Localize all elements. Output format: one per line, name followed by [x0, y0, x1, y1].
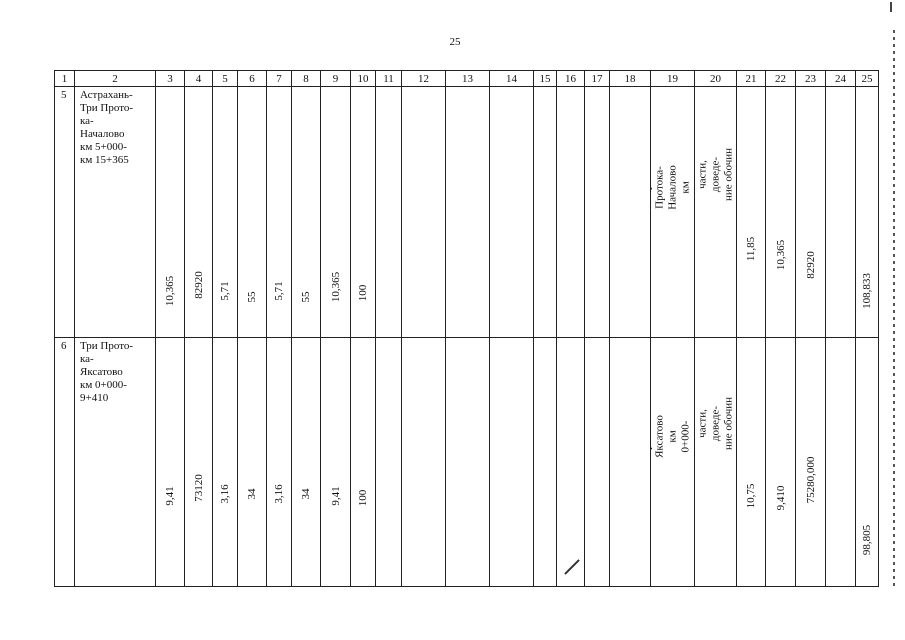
value: 5,71 — [219, 281, 231, 301]
value: 34 — [246, 488, 258, 500]
road-name: Три Прото- ка- Яксатово км 0+000- 9+410 — [75, 338, 156, 587]
cell — [737, 87, 766, 338]
empty-cell — [402, 87, 446, 338]
cell — [651, 87, 695, 338]
empty-cell — [826, 338, 856, 587]
header-cell: 11 — [376, 71, 402, 87]
empty-cell — [376, 338, 402, 587]
cell — [213, 338, 238, 587]
empty-cell — [557, 87, 585, 338]
header-cell: 8 — [292, 71, 321, 87]
cell — [292, 87, 321, 338]
empty-cell — [534, 87, 557, 338]
empty-cell — [557, 338, 585, 587]
header-cell: 19 — [651, 71, 695, 87]
value-area: 82920 — [192, 271, 205, 299]
header-cell: 14 — [490, 71, 534, 87]
value: 5,71 — [273, 281, 285, 301]
value-total: 98,805 — [861, 524, 873, 556]
cell — [856, 87, 879, 338]
value: 3,16 — [219, 484, 231, 504]
value-percent: 100 — [357, 489, 369, 507]
header-cell: 3 — [156, 71, 185, 87]
cell — [695, 338, 737, 587]
header-cell: 1 — [55, 71, 75, 87]
cell — [651, 338, 695, 587]
cell — [185, 87, 213, 338]
value: 55 — [300, 291, 312, 303]
cell — [238, 338, 267, 587]
work-type: части, доведе- ние обочин — [696, 147, 734, 202]
header-cell: 20 — [695, 71, 737, 87]
table-row — [55, 87, 879, 338]
page-number: 25 — [449, 36, 461, 48]
cell — [267, 87, 292, 338]
value: 10,365 — [774, 239, 787, 271]
empty-cell — [585, 87, 610, 338]
empty-cell — [446, 338, 490, 587]
cell — [292, 338, 321, 587]
cell — [267, 338, 292, 587]
cell — [766, 338, 796, 587]
cell — [321, 338, 351, 587]
header-cell: 25 — [856, 71, 879, 87]
header-cell: 16 — [557, 71, 585, 87]
value: 10,75 — [745, 483, 757, 509]
value-length: 10,365 — [164, 275, 176, 307]
cell — [156, 338, 185, 587]
cell — [737, 338, 766, 587]
object-description: Протока-Началово км 5+000-км — [653, 165, 695, 210]
header-cell: 9 — [321, 71, 351, 87]
header-cell: 13 — [446, 71, 490, 87]
value: 3,16 — [273, 484, 285, 504]
value-percent: 100 — [357, 284, 369, 302]
cell — [185, 338, 213, 587]
value: 9,410 — [774, 485, 787, 511]
empty-cell — [376, 87, 402, 338]
value: 55 — [246, 291, 258, 303]
empty-cell — [490, 87, 534, 338]
empty-cell — [402, 338, 446, 587]
row-number: 6 — [55, 338, 75, 587]
header-cell: 21 — [737, 71, 766, 87]
header-cell: 12 — [402, 71, 446, 87]
cell — [351, 87, 376, 338]
cell — [351, 338, 376, 587]
empty-cell — [446, 87, 490, 338]
object-description: Яксатово км 0+000- — [653, 415, 691, 458]
value-area: 73120 — [192, 474, 205, 502]
header-cell: 7 — [267, 71, 292, 87]
value: 75280,000 — [804, 456, 817, 504]
cell — [156, 87, 185, 338]
scan-edge-mark — [880, 2, 892, 12]
header-row — [55, 71, 879, 87]
cell — [321, 87, 351, 338]
header-cell: 22 — [766, 71, 796, 87]
row-number: 5 — [55, 87, 75, 338]
empty-cell — [534, 338, 557, 587]
cell — [695, 87, 737, 338]
header-cell: 4 — [185, 71, 213, 87]
empty-cell — [826, 87, 856, 338]
header-cell: 2 — [75, 71, 156, 87]
value: 82920 — [804, 251, 817, 279]
header-cell: 17 — [585, 71, 610, 87]
cell — [238, 87, 267, 338]
empty-cell — [490, 338, 534, 587]
header-cell: 5 — [213, 71, 238, 87]
header-cell: 6 — [238, 71, 267, 87]
value: 11,85 — [745, 236, 757, 262]
cell — [213, 87, 238, 338]
road-name: Астрахань- Три Прото- ка- Началово км 5+000- км 15+365 — [75, 87, 156, 338]
value-length: 9,41 — [164, 486, 176, 506]
cell — [796, 338, 826, 587]
cell — [796, 87, 826, 338]
cell — [766, 87, 796, 338]
header-cell: 23 — [796, 71, 826, 87]
header-cell: 18 — [610, 71, 651, 87]
empty-cell — [585, 338, 610, 587]
header-cell: 15 — [534, 71, 557, 87]
empty-cell — [610, 87, 651, 338]
work-type: части, доведе- ние обочин — [696, 396, 734, 451]
header-cell: 10 — [351, 71, 376, 87]
scan-edge-line — [893, 30, 895, 590]
header-cell: 24 — [826, 71, 856, 87]
table-row — [55, 338, 879, 587]
value-total: 108,833 — [861, 273, 873, 309]
cell — [856, 338, 879, 587]
value: 9,41 — [329, 486, 342, 506]
value: 34 — [300, 488, 312, 500]
empty-cell — [610, 338, 651, 587]
value: 10,365 — [329, 271, 342, 303]
road-repair-table — [54, 70, 879, 587]
